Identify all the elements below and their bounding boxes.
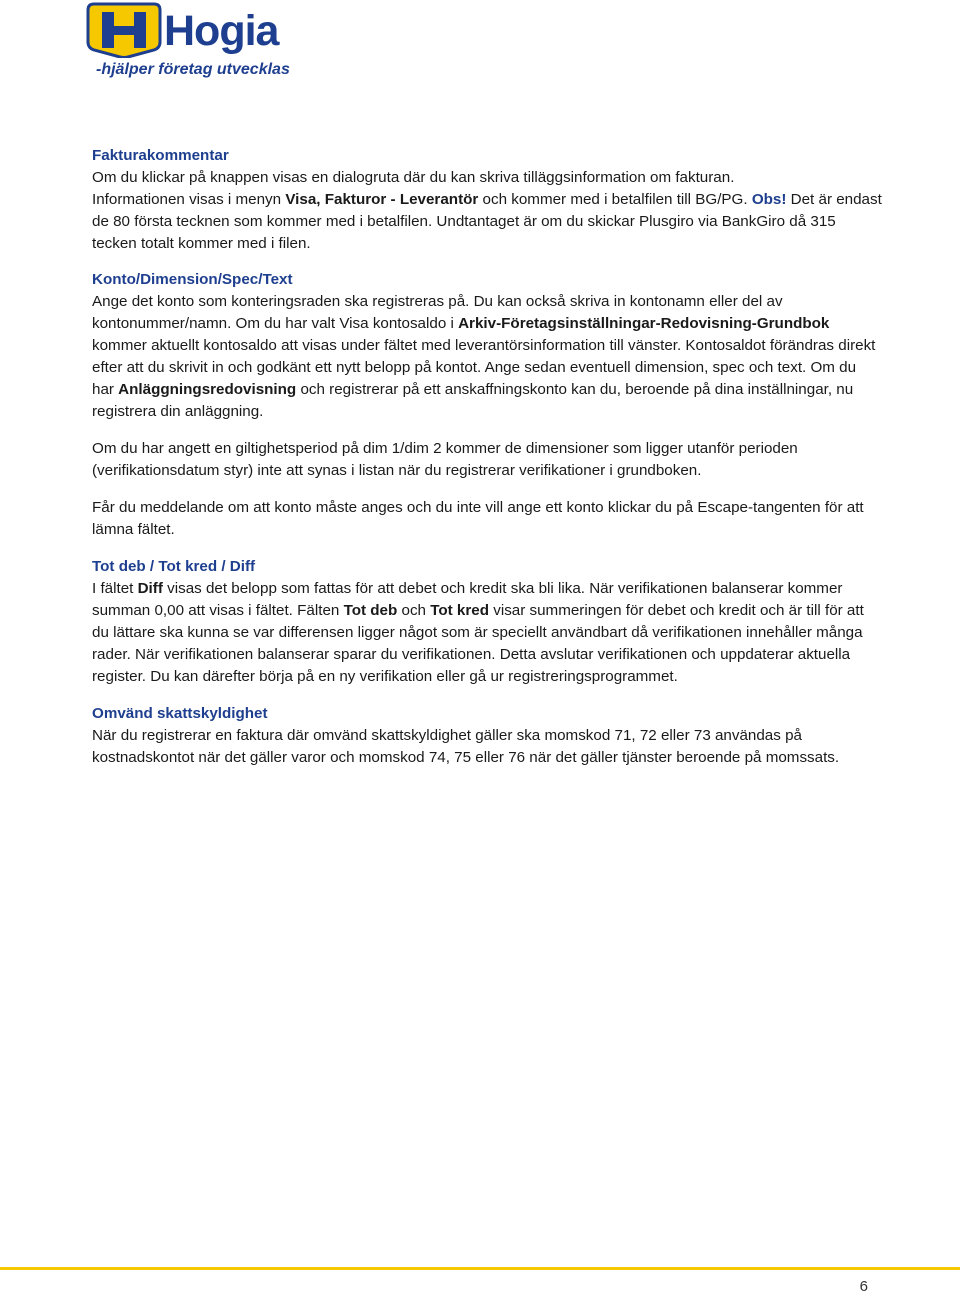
section-title-konto: Konto/Dimension/Spec/Text — [92, 271, 293, 288]
logo-tagline: -hjälper företag utvecklas — [96, 61, 290, 78]
paragraph-omvand: När du registrerar en faktura där omvänd skattskyldighet gäller ska momskod 71, 72 eller 73 användas på kostnadskontot när det gäller varor och momskod 74, 75 eller 76 när det gäller tjänster beroende på momssats. — [92, 727, 840, 766]
section-title-omvand: Omvänd skattskyldighet — [92, 705, 268, 722]
document-body — [92, 145, 882, 769]
logo-wordmark: Hogia — [164, 7, 279, 55]
paragraph-totdeb: I fältet Diff visas det belopp som fattas för att debet och kredit ska bli lika. När verifikationen balanserar kommer summan 0,00 att visas i fältet. Fälten Tot deb och Tot kred visar summeringen för debet och kredit och är till för att du lättare ska kunna se var differensen ligger något som är speciellt användbart då verifikationen innehåller många rader. När verifikationen balanserar sparar du verifikationen. Detta avslutar verifikationen och uppdaterar aktuella register. Du kan därefter börja på en ny verifikation eller gå ur registreringsprogrammet. — [92, 580, 864, 685]
page-number: 6 — [859, 1278, 868, 1295]
paragraph-konto-giltighet: Om du har angett en giltighetsperiod på dim 1/dim 2 kommer de dimensioner som ligger utanför perioden (verifikationsdatum styr) inte att synas i listan när du registrerar verifikationer i grundboken. — [92, 440, 798, 479]
hogia-logo — [86, 2, 301, 82]
paragraph-fakturakommentar-info: Informationen visas i menyn Visa, Fakturor - Leverantör och kommer med i betalfilen till BG/PG. Obs! Det är endast de 80 första tecknen som kommer med i betalfilen. Undtantaget är om du skickar Plusgiro via BankGiro då 315 tecken totalt kommer med i filen. — [92, 191, 882, 252]
paragraph-konto-escape: Får du meddelande om att konto måste anges och du inte vill ange ett konto klickar du på Escape-tangenten för att lämna fältet. — [92, 499, 864, 538]
section-title-totdeb: Tot deb / Tot kred / Diff — [92, 558, 256, 575]
paragraph-konto-main: Ange det konto som konteringsraden ska registreras på. Du kan också skriva in kontonamn eller del av kontonummer/namn. Om du har valt Visa kontosaldo i Arkiv-Företagsinställningar-Redovisning-Grundbok kommer aktuellt kontosaldo att visas under fältet med leverantörsinformation till vänster. Kontosaldot förändras direkt efter att du skrivit in och godkänt ett nytt belopp på kontot. Ange sedan eventuell dimension, spec och text. Om du har Anläggningsredovisning och registrerar på ett anskaffningskonto kan du, beroende på dina inställningar, nu registrera din anläggning. — [92, 293, 876, 420]
paragraph-fakturakommentar-intro: Om du klickar på knappen visas en dialogruta där du kan skriva tilläggsinformation om fakturan. — [92, 169, 735, 186]
section-title-fakturakommentar: Fakturakommentar — [92, 147, 229, 164]
footer-divider — [0, 1267, 960, 1270]
hogia-h-badge-icon — [86, 2, 162, 58]
